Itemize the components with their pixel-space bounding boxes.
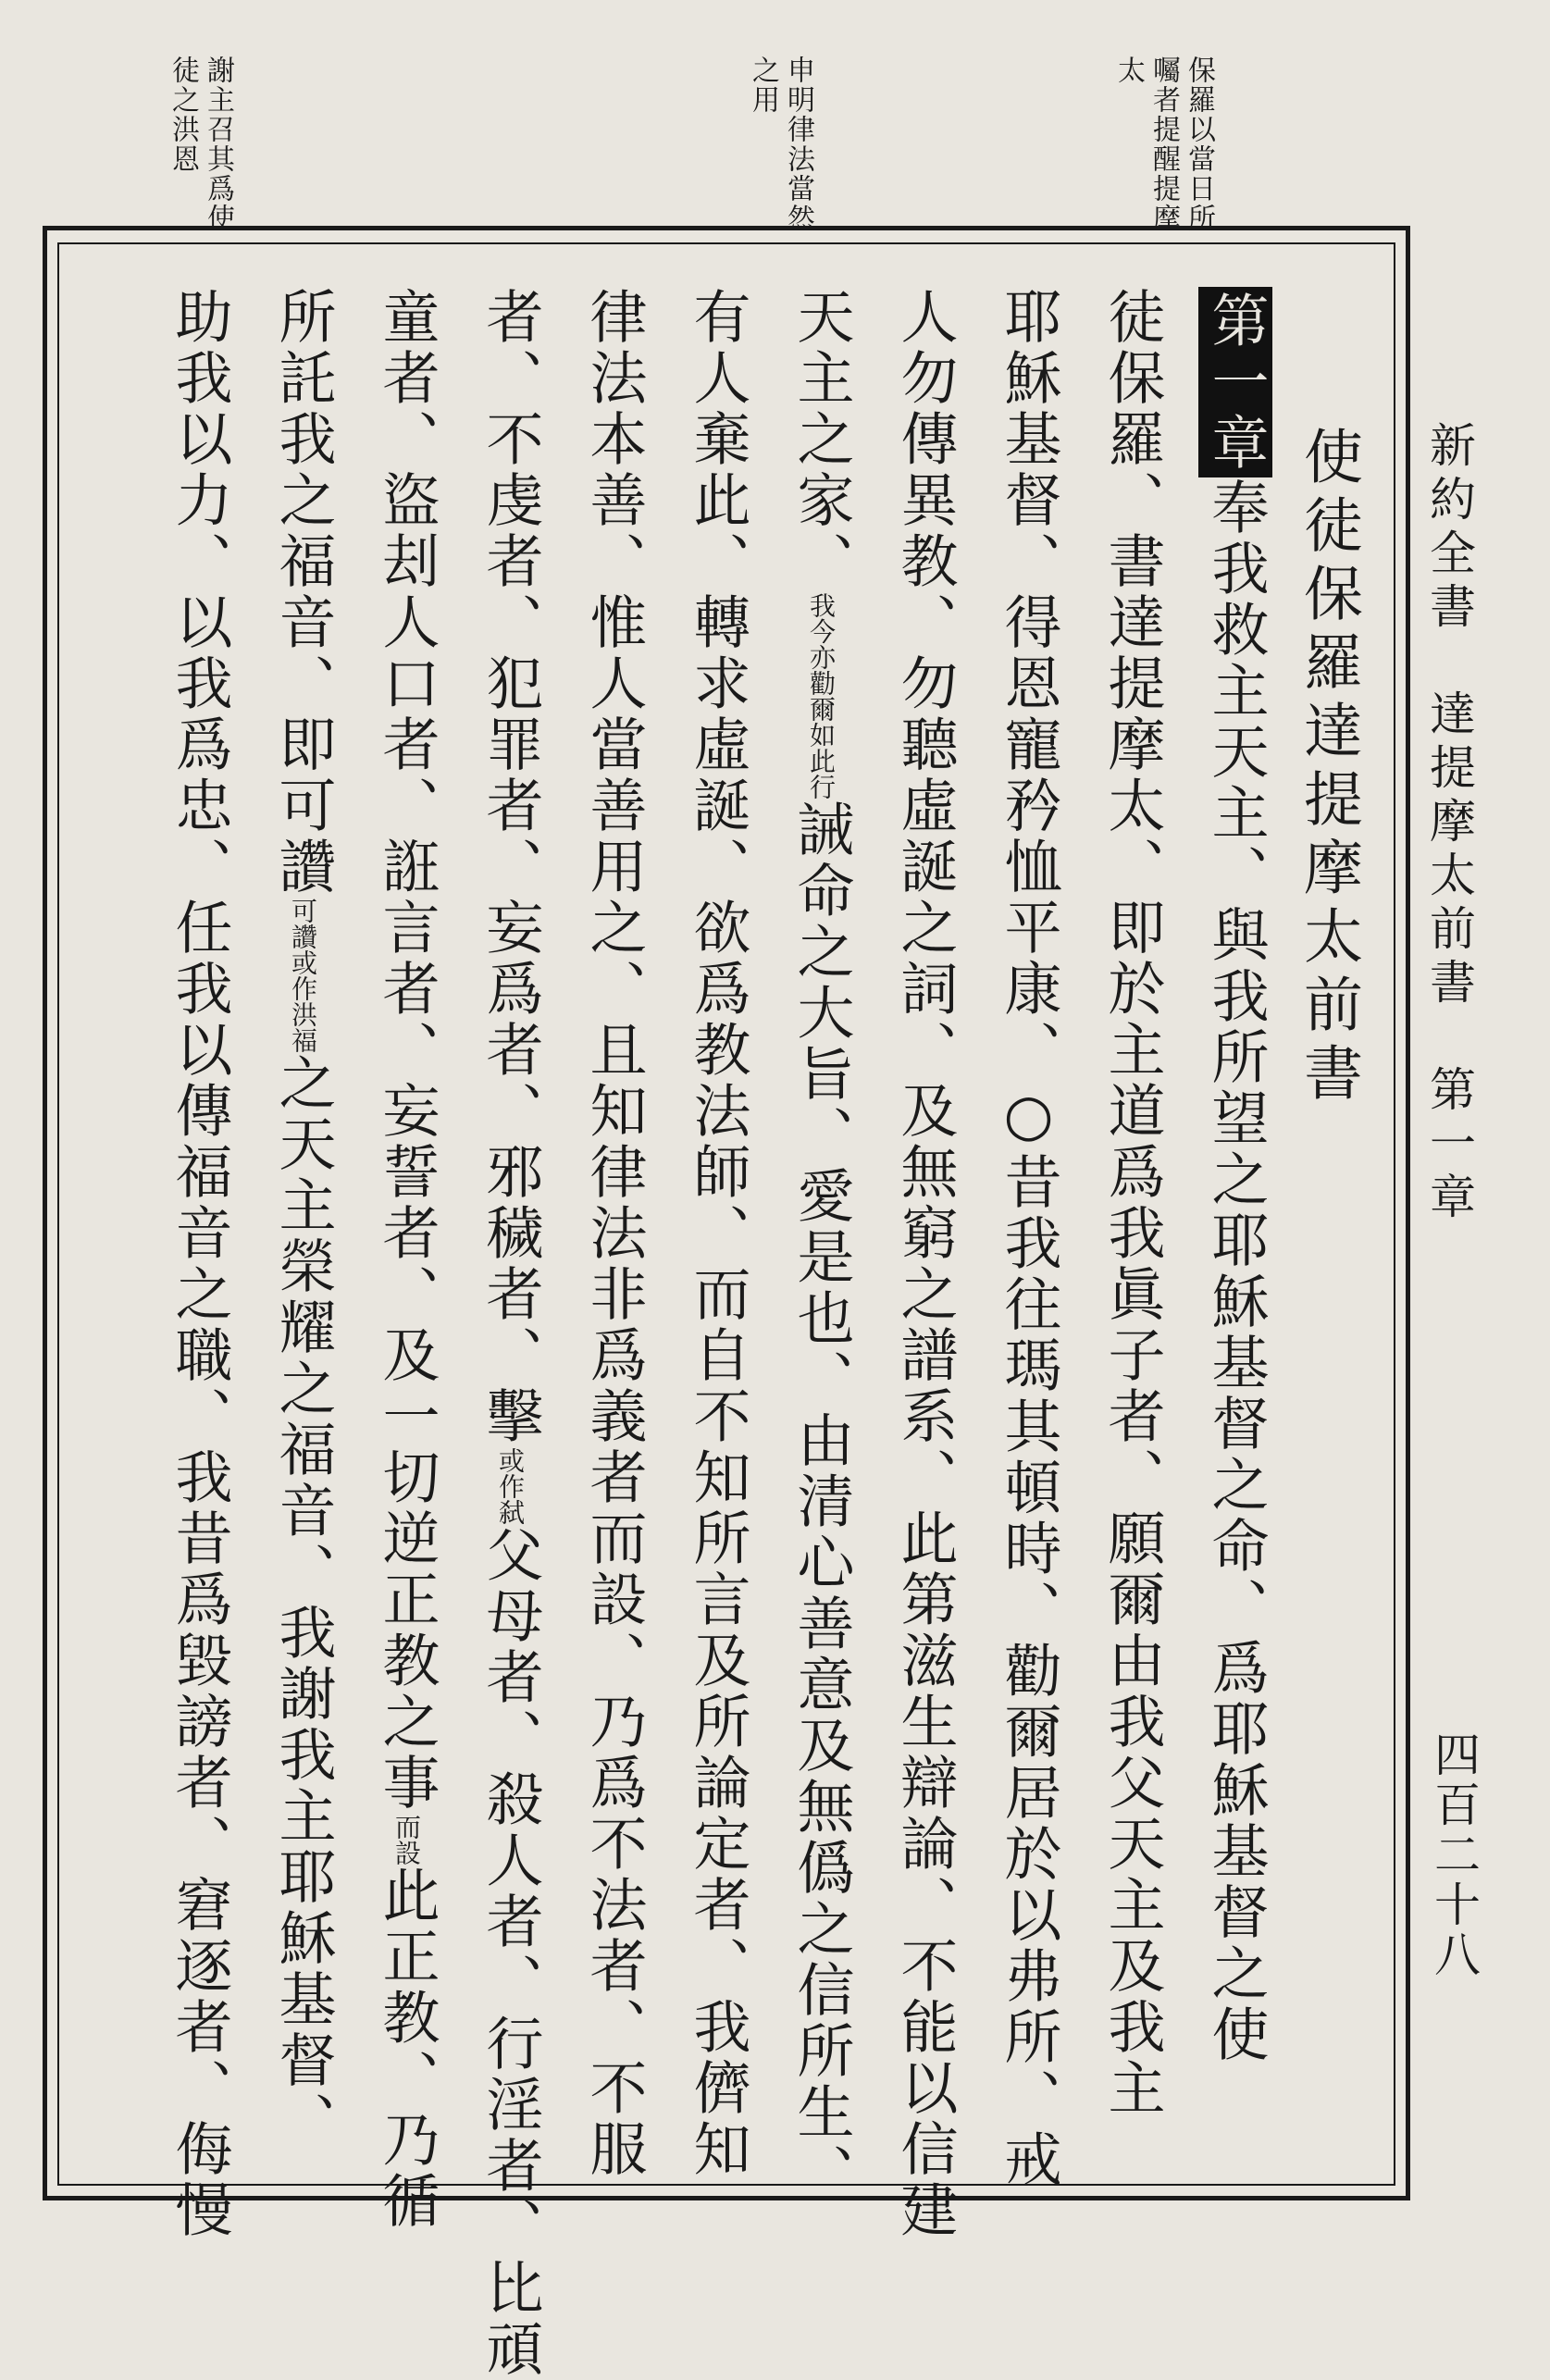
book-title: 使徒保羅達提摩太前書 — [1294, 426, 1362, 1110]
text-column-1 — [1198, 287, 1272, 2165]
column-text: 此正教、乃循 — [373, 1866, 440, 2232]
inline-note: 而設 — [391, 1814, 422, 1866]
text-column-8 — [473, 287, 547, 2380]
text-column-10 — [266, 287, 340, 2165]
chapter-label: 第一章 — [1198, 287, 1272, 477]
column-text: 天主之家、 — [787, 287, 855, 592]
inline-note: 可讚或作洪福 — [288, 898, 318, 1053]
text-column-3: 耶穌基督、得恩寵矜恤平康、○昔我往瑪其頓時、勸爾居於以弗所、戒 — [995, 287, 1062, 2190]
page-number: 四百二十八 — [1427, 1730, 1481, 1980]
margin-note-right: 保羅以當日所囑者提醒提摩太 — [1112, 56, 1215, 233]
column-text: 奉我救主天主、與我所望之耶穌基督之命、爲耶穌基督之使 — [1202, 477, 1270, 2065]
column-text: 之天主榮耀之福音、我謝我主耶穌基督、 — [269, 1053, 337, 2152]
text-column-6: 有人棄此、轉求虛誕、欲爲教法師、而自不知所言及所論定者、我儕知 — [684, 287, 751, 2180]
inline-note: 我今亦勸爾如此行 — [806, 592, 837, 800]
text-column-7: 律法本善、惟人當善用之、且知律法非爲義者而設、乃爲不法者、不服 — [580, 287, 648, 2180]
column-text: 所託我之福音、即可讚 — [269, 287, 337, 898]
column-text: 父母者、殺人者、行淫者、比頑 — [477, 1525, 544, 2380]
inline-note: 或作弑 — [495, 1447, 526, 1525]
column-text: 誡命之大旨、愛是也、由清心善意及無僞之信所生、 — [787, 800, 855, 2204]
text-column-5 — [784, 287, 858, 2204]
column-text: 童者、盜刦人口者、誑言者、妄誓者、及一切逆正教之事 — [373, 287, 440, 1814]
text-column-11: 助我以力、以我爲忠、任我以傳福音之職、我昔爲毀謗者、窘逐者、侮慢 — [166, 287, 233, 2241]
margin-note-middle: 申明律法當然之用 — [747, 56, 814, 233]
column-text: 者、不虔者、犯罪者、妄爲者、邪穢者、擊 — [477, 287, 544, 1447]
margin-note-left: 謝主召其爲使徒之洪恩 — [167, 56, 234, 233]
text-column-2: 徒保羅、書達提摩太、即於主道爲我眞子者、願爾由我父天主及我主 — [1098, 287, 1166, 2119]
running-header: 新約全書 達提摩太前書 第一章 — [1422, 421, 1476, 1226]
text-column-9 — [369, 287, 443, 2232]
text-column-4: 人勿傳異教、勿聽虛誕之詞、及無窮之譜系、此第滋生辯論、不能以信建 — [891, 287, 959, 2241]
